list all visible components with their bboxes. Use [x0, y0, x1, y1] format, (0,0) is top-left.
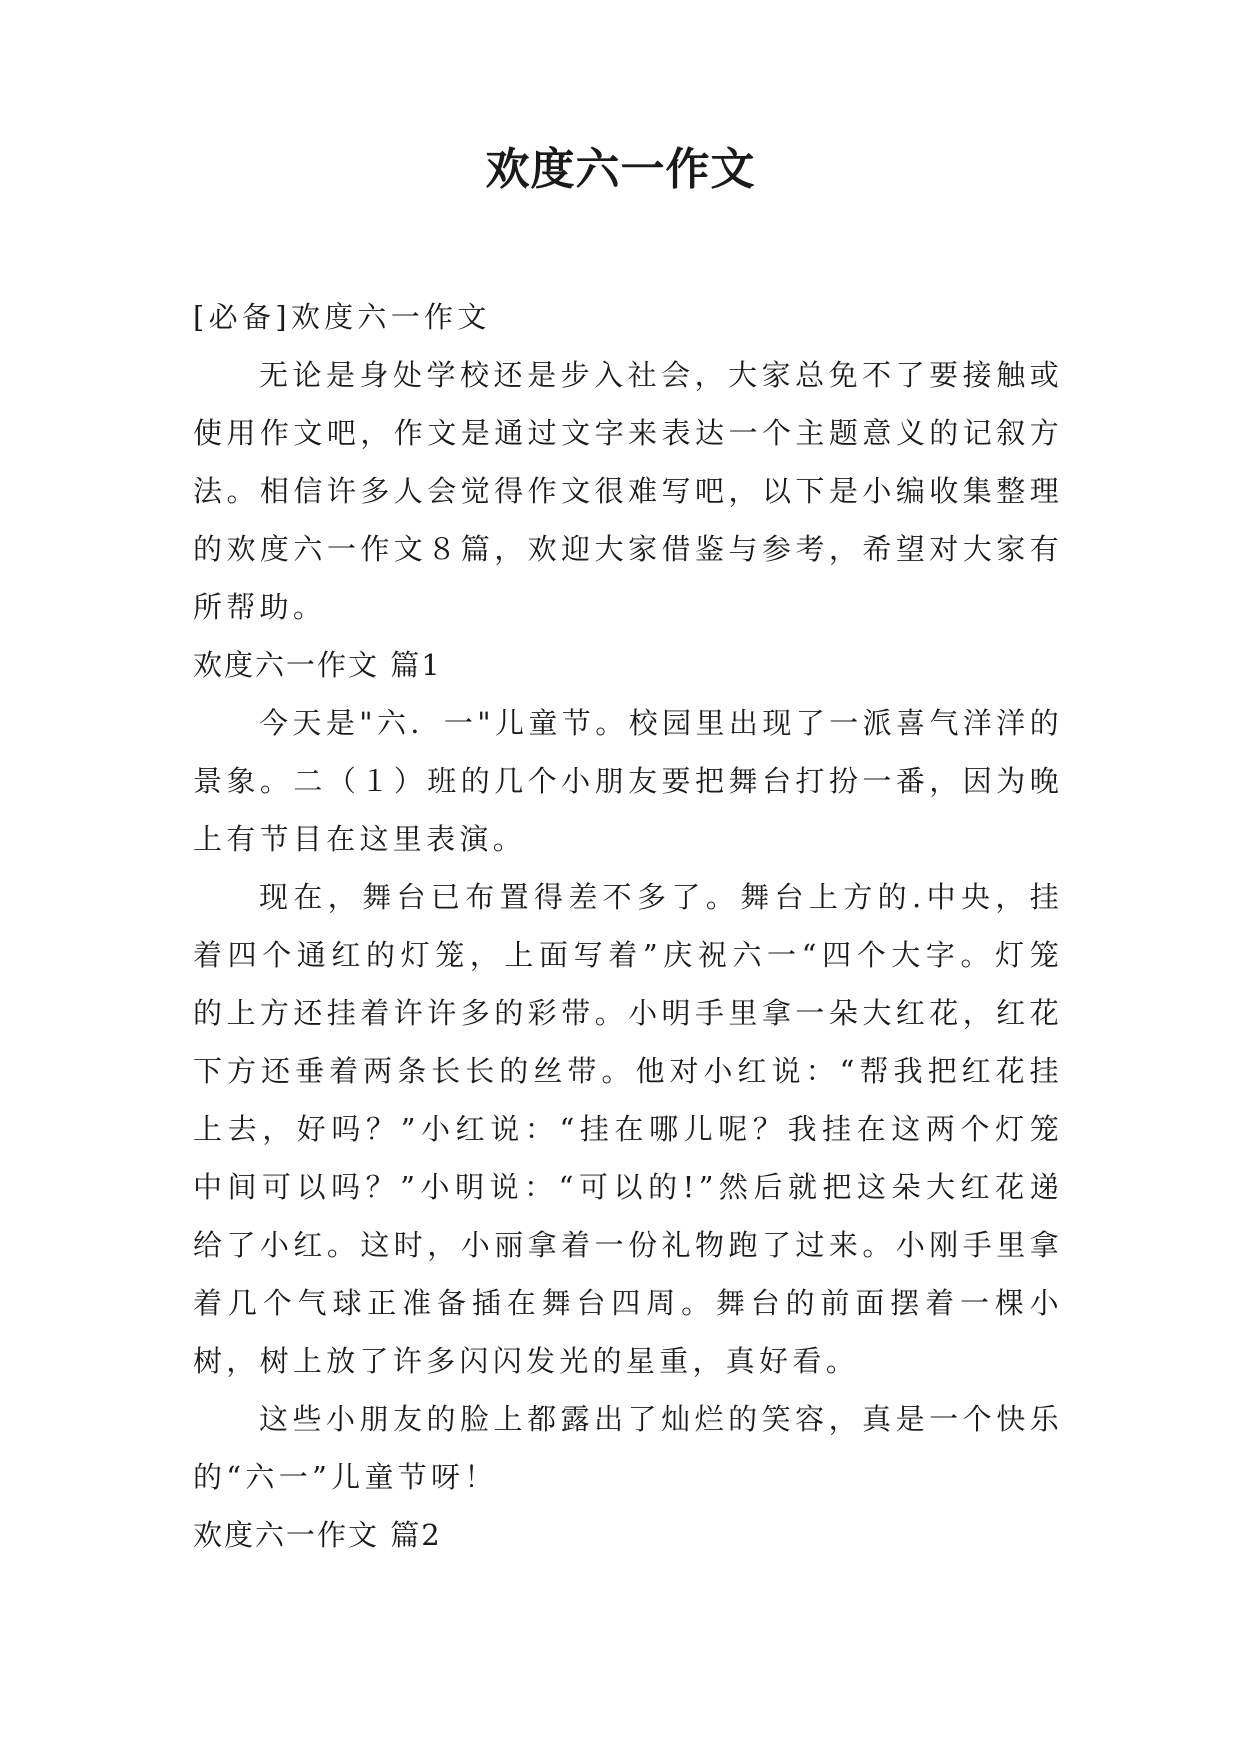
paragraph: 今天是"六．一"儿童节。校园里出现了一派喜气洋洋的景象。二（１）班的几个小朋友要把舞台打扮一番，因为晚上有节目在这里表演。 — [193, 706, 1063, 856]
section-heading: 欢度六一作文 篇1 — [193, 648, 442, 682]
document-title: 欢度六一作文 — [485, 144, 756, 195]
document-subtitle: [必备]欢度六一作文 — [193, 300, 491, 334]
paragraph: 这些小朋友的脸上都露出了灿烂的笑容，真是一个快乐的“六一”儿童节呀！ — [193, 1402, 1063, 1494]
document-body — [193, 288, 1063, 1564]
section-heading: 欢度六一作文 篇2 — [193, 1518, 442, 1552]
intro-paragraph: 无论是身处学校还是步入社会，大家总免不了要接触或使用作文吧，作文是通过文字来表达一个主题意义的记叙方法。相信许多人会觉得作文很难写吧，以下是小编收集整理的欢度六一作文８篇，欢迎大家借鉴与参考，希望对大家有所帮助。 — [193, 358, 1063, 624]
paragraph: 现在，舞台已布置得差不多了。舞台上方的.中央，挂着四个通红的灯笼，上面写着”庆祝六一“四个大字。灯笼的上方还挂着许许多的彩带。小明手里拿一朵大红花，红花下方还垂着两条长长的丝带。他对小红说：“帮我把红花挂上去，好吗？”小红说：“挂在哪儿呢？我挂在这两个灯笼中间可以吗？”小明说：“可以的!”然后就把这朵大红花递给了小红。这时，小丽拿着一份礼物跑了过来。小刚手里拿着几个气球正准备插在舞台四周。舞台的前面摆着一棵小树，树上放了许多闪闪发光的星重，真好看。 — [193, 880, 1063, 1378]
